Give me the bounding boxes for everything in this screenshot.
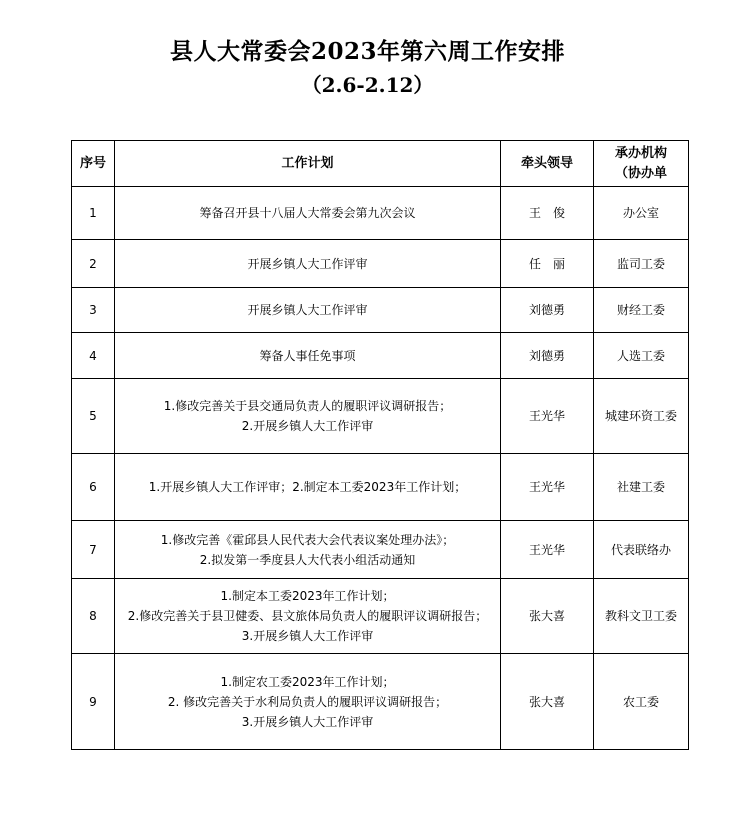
row-org: 财经工委 — [594, 288, 689, 333]
table-row — [72, 454, 689, 521]
header-no: 序号 — [72, 141, 115, 187]
row-leader: 王光华 — [501, 454, 594, 521]
row-leader: 王光华 — [501, 379, 594, 454]
plan-line: 1.修改完善关于县交通局负责人的履职评议调研报告； — [163, 399, 452, 413]
table-header-row — [72, 141, 689, 187]
plan-line: 1.制定农工委2023年工作计划； — [220, 674, 395, 689]
plan-line: 开展乡镇人大工作评审 — [247, 303, 368, 317]
row-plan — [115, 379, 501, 454]
plan-line: 3.开展乡镇人大工作评审 — [241, 714, 374, 729]
row-org: 办公室 — [594, 187, 689, 240]
row-org: 城建环资工委 — [594, 379, 689, 454]
plan-line: 3.开展乡镇人大工作评审 — [241, 629, 374, 643]
row-plan — [115, 579, 501, 654]
row-leader: 刘德勇 — [501, 333, 594, 379]
plan-line: 筹备人事任免事项 — [259, 348, 356, 363]
table-row — [72, 654, 689, 750]
table-row — [72, 579, 689, 654]
row-plan — [115, 454, 501, 521]
row-org: 人选工委 — [594, 333, 689, 379]
plan-line: 开展乡镇人大工作评审 — [247, 256, 368, 271]
plan-line: 1.开展乡镇人大工作评审；2.制定本工委2023年工作计划； — [148, 480, 467, 494]
plan-line: 2.修改完善关于县卫健委、县文旅体局负责人的履职评议调研报告； — [127, 609, 488, 623]
row-no: 3 — [72, 288, 115, 333]
row-leader: 刘德勇 — [501, 288, 594, 333]
row-plan — [115, 187, 501, 240]
page-title: 县人大常委会2023年第六周工作安排 — [169, 38, 565, 65]
plan-line: 1.制定本工委2023年工作计划； — [220, 589, 395, 603]
row-no: 2 — [72, 240, 115, 288]
row-no: 4 — [72, 333, 115, 379]
table-row — [72, 288, 689, 333]
row-org: 农工委 — [594, 654, 689, 750]
table-row — [72, 333, 689, 379]
row-org: 代表联络办 — [594, 521, 689, 579]
row-no: 9 — [72, 654, 115, 750]
table-row — [72, 240, 689, 288]
table-row — [72, 187, 689, 240]
row-org: 监司工委 — [594, 240, 689, 288]
plan-line: 筹备召开县十八届人大常委会第九次会议 — [199, 206, 416, 220]
row-leader: 王 俊 — [501, 187, 594, 240]
row-plan — [115, 521, 501, 579]
table-row — [72, 521, 689, 579]
header-plan: 工作计划 — [115, 141, 501, 187]
row-org: 社建工委 — [594, 454, 689, 521]
row-plan — [115, 654, 501, 750]
header-org — [594, 141, 689, 187]
header-leader: 牵头领导 — [501, 141, 594, 187]
plan-line: 1.修改完善《霍邱县人民代表大会代表议案处理办法》； — [160, 532, 455, 547]
date-range-subtitle: （2.6-2.12） — [301, 73, 434, 97]
row-leader: 张大喜 — [501, 654, 594, 750]
table-row — [72, 379, 689, 454]
row-plan — [115, 288, 501, 333]
plan-line: 2.开展乡镇人大工作评审 — [241, 419, 374, 433]
row-leader: 王光华 — [501, 521, 594, 579]
row-plan — [115, 240, 501, 288]
row-plan — [115, 333, 501, 379]
plan-line: 2.拟发第一季度县人大代表小组活动通知 — [199, 552, 416, 567]
row-org: 教科文卫工委 — [594, 579, 689, 654]
row-no: 6 — [72, 454, 115, 521]
row-no: 1 — [72, 187, 115, 240]
header-org-line1: 承办机构 — [614, 145, 667, 161]
header-org-line2: （协办单 — [614, 165, 667, 181]
schedule-table — [71, 140, 689, 750]
row-no: 7 — [72, 521, 115, 579]
row-no: 5 — [72, 379, 115, 454]
row-no: 8 — [72, 579, 115, 654]
plan-line: 2. 修改完善关于水利局负责人的履职评议调研报告； — [167, 694, 448, 709]
row-leader: 张大喜 — [501, 579, 594, 654]
row-leader: 任 丽 — [501, 240, 594, 288]
